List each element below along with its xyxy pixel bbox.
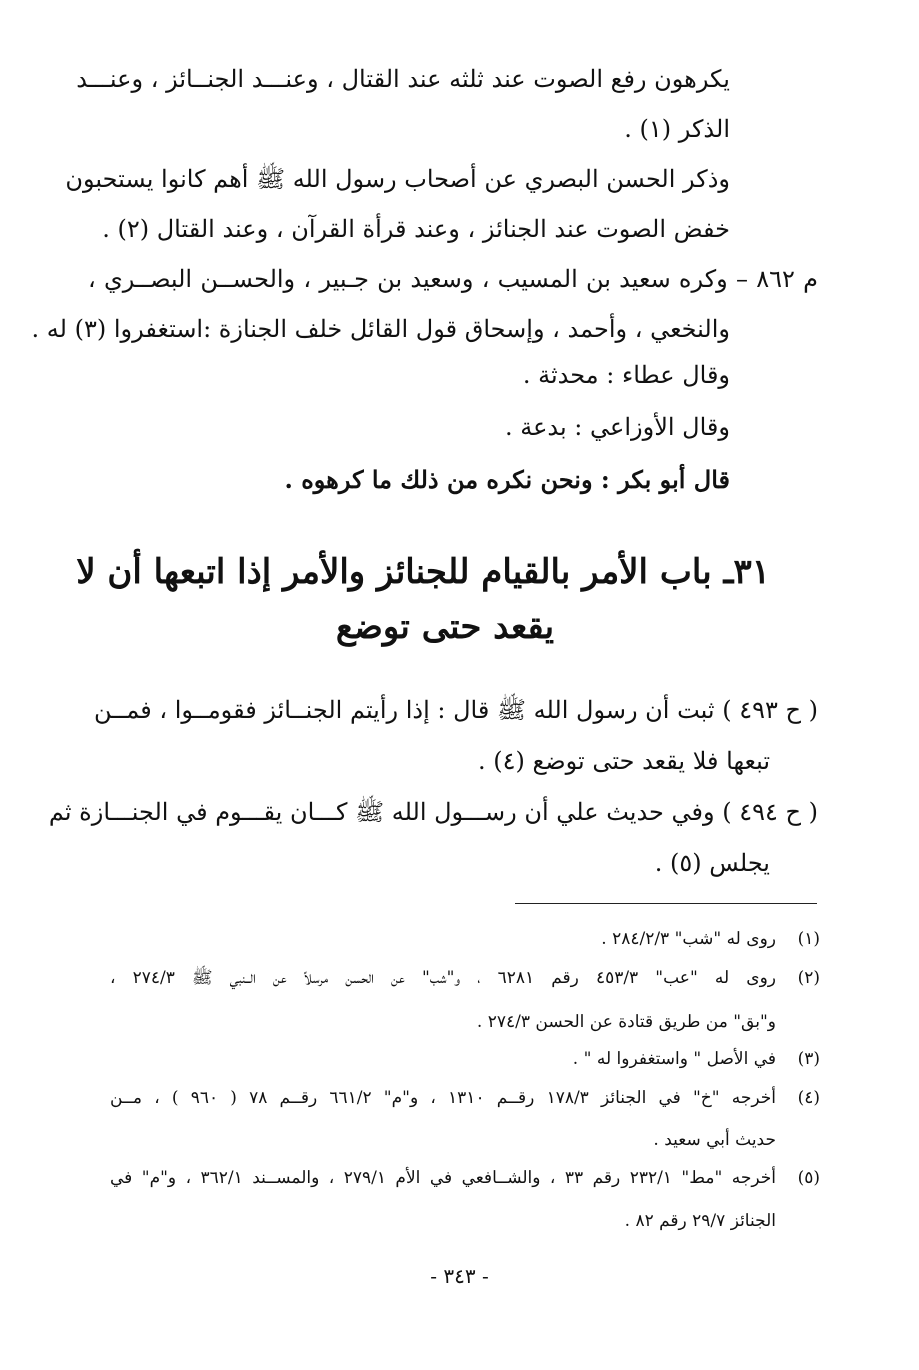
footnote-2-line-1: روى له "عب" ٤٥٣/٣ رقم ٦٢٨١ ، و"شب" عن الحسن مرسلاً عن الــنبي ﷺ ٢٧٤/٣ ، (110, 968, 776, 988)
footnote-5-line-1: أخرجه "مط" ٢٣٢/١ رقم ٣٣ ، والشــافعي في الأم ٢٧٩/١ ، والمســند ٣٦٢/١ ، و"م" في (110, 1168, 776, 1188)
chapter-title-line-1: ٣١ـ باب الأمر بالقيام للجنائز والأمر إذا اتبعها أن لا (76, 552, 770, 592)
paragraph-3-line-2: والنخعي ، وأحمد ، وإسحاق قول القائل خلف الجنازة :استغفروا (٣) له . (31, 315, 730, 343)
footnote-separator (515, 903, 817, 904)
footnote-5-number: (٥) (797, 1168, 820, 1188)
footnote-5-line-2: الجنائز ٢٩/٧ رقم ٨٢ . (624, 1211, 776, 1231)
chapter-title-line-2: يقعد حتى توضع (335, 607, 555, 647)
footnote-4-line-2: حديث أبي سعيد . (653, 1130, 776, 1150)
footnote-1-line-1: روى له "شب" ٢٨٤/٢/٣ . (601, 929, 776, 949)
paragraph-3-line-1: م ٨٦٢ – وكره سعيد بن المسيب ، وسعيد بن جـبير ، والحســن البصــري ، (88, 265, 818, 293)
footnote-4-number: (٤) (797, 1088, 820, 1108)
page-number: - ٣٤٣ - (430, 1264, 489, 1288)
paragraph-2-line-2: خفض الصوت عند الجنائز ، وعند قرأة القرآن ، وعند القتال (٢) . (102, 215, 730, 243)
footnote-3-line-1: في الأصل " واستغفروا له " . (572, 1049, 776, 1069)
footnote-4-line-1: أخرجه "خ" في الجنائز ١٧٨/٣ رقــم ١٣١٠ ، و"م" ٦٦١/٢ رقــم ٧٨ ( ٩٦٠ ) ، مــن (110, 1088, 777, 1108)
footnote-2-line-2: و"بق" من طريق قتادة عن الحسن ٢٧٤/٣ . (476, 1012, 776, 1032)
paragraph-2-line-1: وذكر الحسن البصري عن أصحاب رسول الله ﷺ أهم كانوا يستحبون (65, 165, 730, 193)
paragraph-5: وقال الأوزاعي : بدعة . (504, 413, 730, 441)
hadith-1-line-1: ( ح ٤٩٣ ) ثبت أن رسول الله ﷺ قال : إذا رأيتم الجنــائز فقومــوا ، فمــن (94, 696, 818, 724)
paragraph-4: وقال عطاء : محدثة . (522, 361, 730, 389)
footnote-1-number: (١) (797, 929, 820, 949)
hadith-2-line-2: يجلس (٥) . (654, 849, 770, 877)
paragraph-1-line-1: يكرهون رفع الصوت عند ثلثه عند القتال ، وعنـــد الجنــائز ، وعنـــد (76, 65, 730, 93)
paragraph-1-line-2: الذكر (١) . (624, 115, 730, 143)
hadith-1-line-2: تبعها فلا يقعد حتى توضع (٤) . (478, 747, 770, 775)
footnote-3-number: (٣) (797, 1049, 820, 1069)
paragraph-6: قال أبو بكر : ونحن نكره من ذلك ما كرهوه . (284, 465, 730, 494)
footnote-2-number: (٢) (797, 968, 820, 988)
hadith-2-line-1: ( ح ٤٩٤ ) وفي حديث علي أن رســـول الله ﷺ كـــان يقـــوم في الجنـــازة ثم (48, 798, 818, 826)
